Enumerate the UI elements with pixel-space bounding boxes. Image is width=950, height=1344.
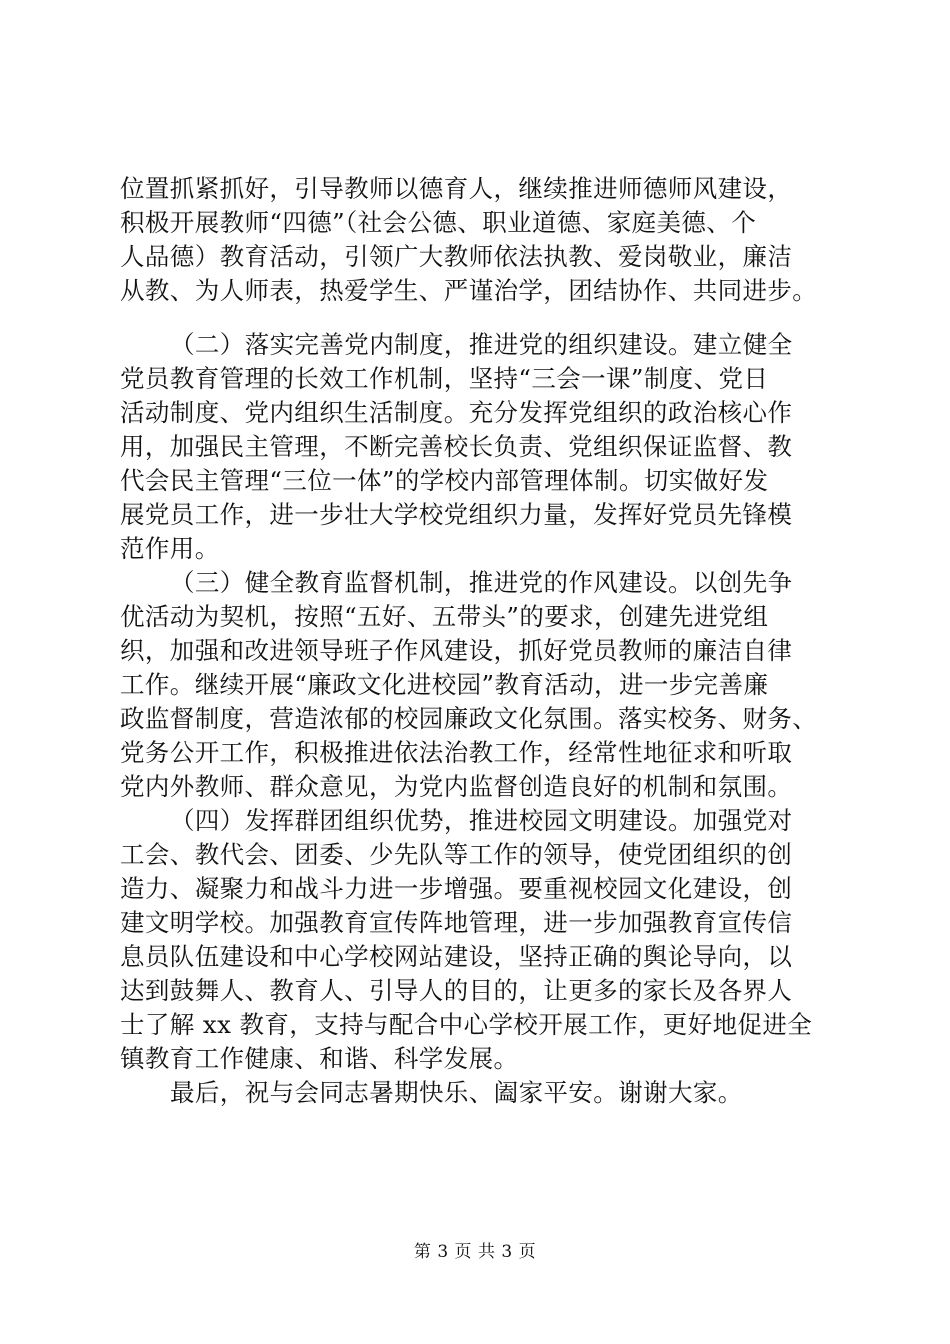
text-line: 人品德）教育活动，引领广大教师依法执教、爱岗敬业，廉洁 — [120, 242, 793, 271]
text-line: 党务公开工作，积极推进依法治教工作，经常性地征求和听取 — [120, 738, 793, 767]
text-line: 展党员工作，进一步壮大学校党组织力量，发挥好党员先锋模 — [120, 500, 793, 529]
text-line: 工会、教代会、团委、少先队等工作的领导，使党团组织的创 — [120, 840, 793, 869]
text-line: 士了解 xx 教育，支持与配合中心学校开展工作，更好地促进全 — [120, 1010, 813, 1039]
text-line: 优活动为契机，按照“五好、五带头”的要求，创建先进党组 — [120, 602, 769, 631]
text-line: 用，加强民主管理，不断完善校长负责、党组织保证监督、教 — [120, 432, 793, 461]
text-line: 党内外教师、群众意见，为党内监督创造良好的机制和氛围。 — [120, 772, 793, 801]
text-line: 活动制度、党内组织生活制度。充分发挥党组织的政治核心作 — [120, 398, 793, 427]
text-line: （四）发挥群团组织优势，推进校园文明建设。加强党对 — [170, 806, 793, 835]
text-line: （三）健全教育监督机制，推进党的作风建设。以创先争 — [170, 568, 793, 597]
text-line: （二）落实完善党内制度，推进党的组织建设。建立健全 — [170, 330, 793, 359]
text-line: 工作。继续开展“廉政文化进校园”教育活动，进一步完善廉 — [120, 670, 769, 699]
text-line: 政监督制度，营造浓郁的校园廉政文化氛围。落实校务、财务、 — [120, 704, 818, 733]
text-line: 位置抓紧抓好，引导教师以德育人，继续推进师德师风建设， — [120, 174, 793, 203]
text-line: 党员教育管理的长效工作机制，坚持“三会一课”制度、党日 — [120, 364, 769, 393]
text-line: 最后，祝与会同志暑期快乐、阖家平安。谢谢大家。 — [170, 1078, 743, 1107]
text-line: 织，加强和改进领导班子作风建设，抓好党员教师的廉洁自律 — [120, 636, 793, 665]
text-line: 镇教育工作健康、和谐、科学发展。 — [120, 1044, 519, 1073]
text-line: 从教、为人师表，热爱学生、严谨治学，团结协作、共同进步。 — [120, 276, 818, 305]
text-line: 积极开展教师“四德”（社会公德、职业道德、家庭美德、个 — [120, 208, 757, 237]
text-line: 息员队伍建设和中心学校网站建设，坚持正确的舆论导向，以 — [120, 942, 793, 971]
text-line: 达到鼓舞人、教育人、引导人的目的，让更多的家长及各界人 — [120, 976, 793, 1005]
text-line: 建文明学校。加强教育宣传阵地管理，进一步加强教育宣传信 — [120, 908, 793, 937]
text-line: 造力、凝聚力和战斗力进一步增强。要重视校园文化建设，创 — [120, 874, 793, 903]
text-line: 代会民主管理“三位一体”的学校内部管理体制。切实做好发 — [120, 466, 769, 495]
text-line: 范作用。 — [120, 534, 220, 563]
page-footer: 第 3 页 共 3 页 — [413, 1242, 537, 1262]
